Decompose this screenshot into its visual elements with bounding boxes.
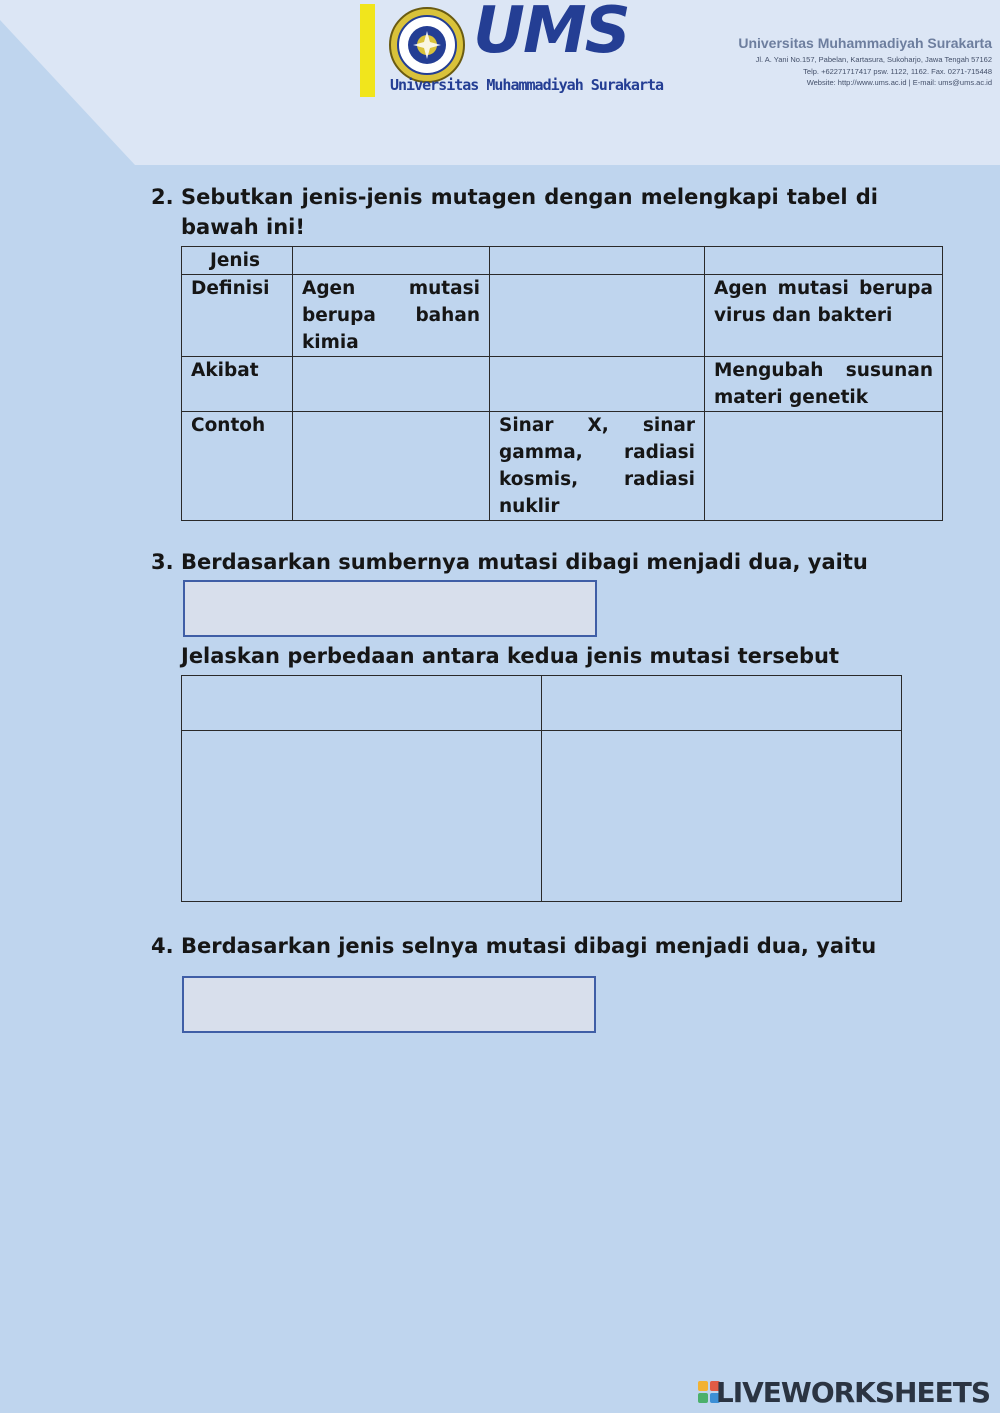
- university-seal-icon: [388, 6, 466, 84]
- table-cell: Mengubah susunan materi genetik: [705, 357, 943, 412]
- answer-cell[interactable]: [490, 275, 705, 357]
- row-label-cell: Definisi: [182, 275, 293, 357]
- answer-cell[interactable]: [542, 676, 902, 731]
- question-2-text-line2: bawah ini!: [181, 215, 305, 239]
- question-3-answer-box[interactable]: [183, 580, 597, 637]
- question-4-text: Berdasarkan jenis selnya mutasi dibagi menjadi dua, yaitu: [181, 934, 877, 958]
- question-2-number: 2.: [151, 185, 174, 209]
- question-3-followup: Jelaskan perbedaan antara kedua jenis mutasi tersebut: [181, 644, 839, 668]
- answer-cell[interactable]: [542, 731, 902, 902]
- answer-cell[interactable]: [293, 357, 490, 412]
- question-3-number: 3.: [151, 550, 174, 574]
- answer-cell[interactable]: [182, 731, 542, 902]
- row-label-cell: Contoh: [182, 412, 293, 521]
- answer-cell[interactable]: [705, 412, 943, 521]
- question-4-number: 4.: [151, 934, 174, 958]
- table-cell: Agen mutasi berupa virus dan bakteri: [705, 275, 943, 357]
- answer-cell[interactable]: [490, 357, 705, 412]
- row-label-cell: Akibat: [182, 357, 293, 412]
- logo-text: UMS: [473, 0, 629, 68]
- table-header-cell: Jenis: [182, 247, 293, 275]
- answer-cell[interactable]: [182, 676, 542, 731]
- table-cell: Agen mutasi berupa bahan kimia: [293, 275, 490, 357]
- answer-cell[interactable]: [293, 247, 490, 275]
- table-row: [182, 676, 902, 731]
- answer-cell[interactable]: [705, 247, 943, 275]
- question-4-answer-box[interactable]: [182, 976, 596, 1033]
- table-row: [182, 357, 943, 412]
- institution-website: Website: http://www.ums.ac.id | E-mail: ums@ums.ac.id: [806, 78, 992, 87]
- answer-cell[interactable]: [293, 412, 490, 521]
- table-row: [182, 731, 902, 902]
- institution-address: Jl. A. Yani No.157, Pabelan, Kartasura, Sukoharjo, Jawa Tengah 57162: [755, 55, 992, 64]
- question-3-text: Berdasarkan sumbernya mutasi dibagi menjadi dua, yaitu: [181, 550, 868, 574]
- table-row: [182, 412, 943, 521]
- table-cell: Sinar X, sinar gamma, radiasi kosmis, radiasi nuklir: [490, 412, 705, 521]
- answer-cell[interactable]: [490, 247, 705, 275]
- institution-phone: Telp. +62271717417 psw. 1122, 1162. Fax. 0271-715448: [803, 67, 992, 76]
- accent-bar: [360, 4, 375, 97]
- logo-subtitle: Universitas Muhammadiyah Surakarta: [390, 76, 664, 94]
- comparison-table: [181, 675, 902, 902]
- institution-name: Universitas Muhammadiyah Surakarta: [738, 35, 992, 51]
- table-row: [182, 275, 943, 357]
- table-row: [182, 247, 943, 275]
- question-2-text-line1: Sebutkan jenis-jenis mutagen dengan melengkapi tabel di: [181, 185, 878, 209]
- liveworksheets-logo[interactable]: LIVEWORKSHEETS: [715, 1376, 990, 1409]
- mutagen-table: [181, 246, 943, 521]
